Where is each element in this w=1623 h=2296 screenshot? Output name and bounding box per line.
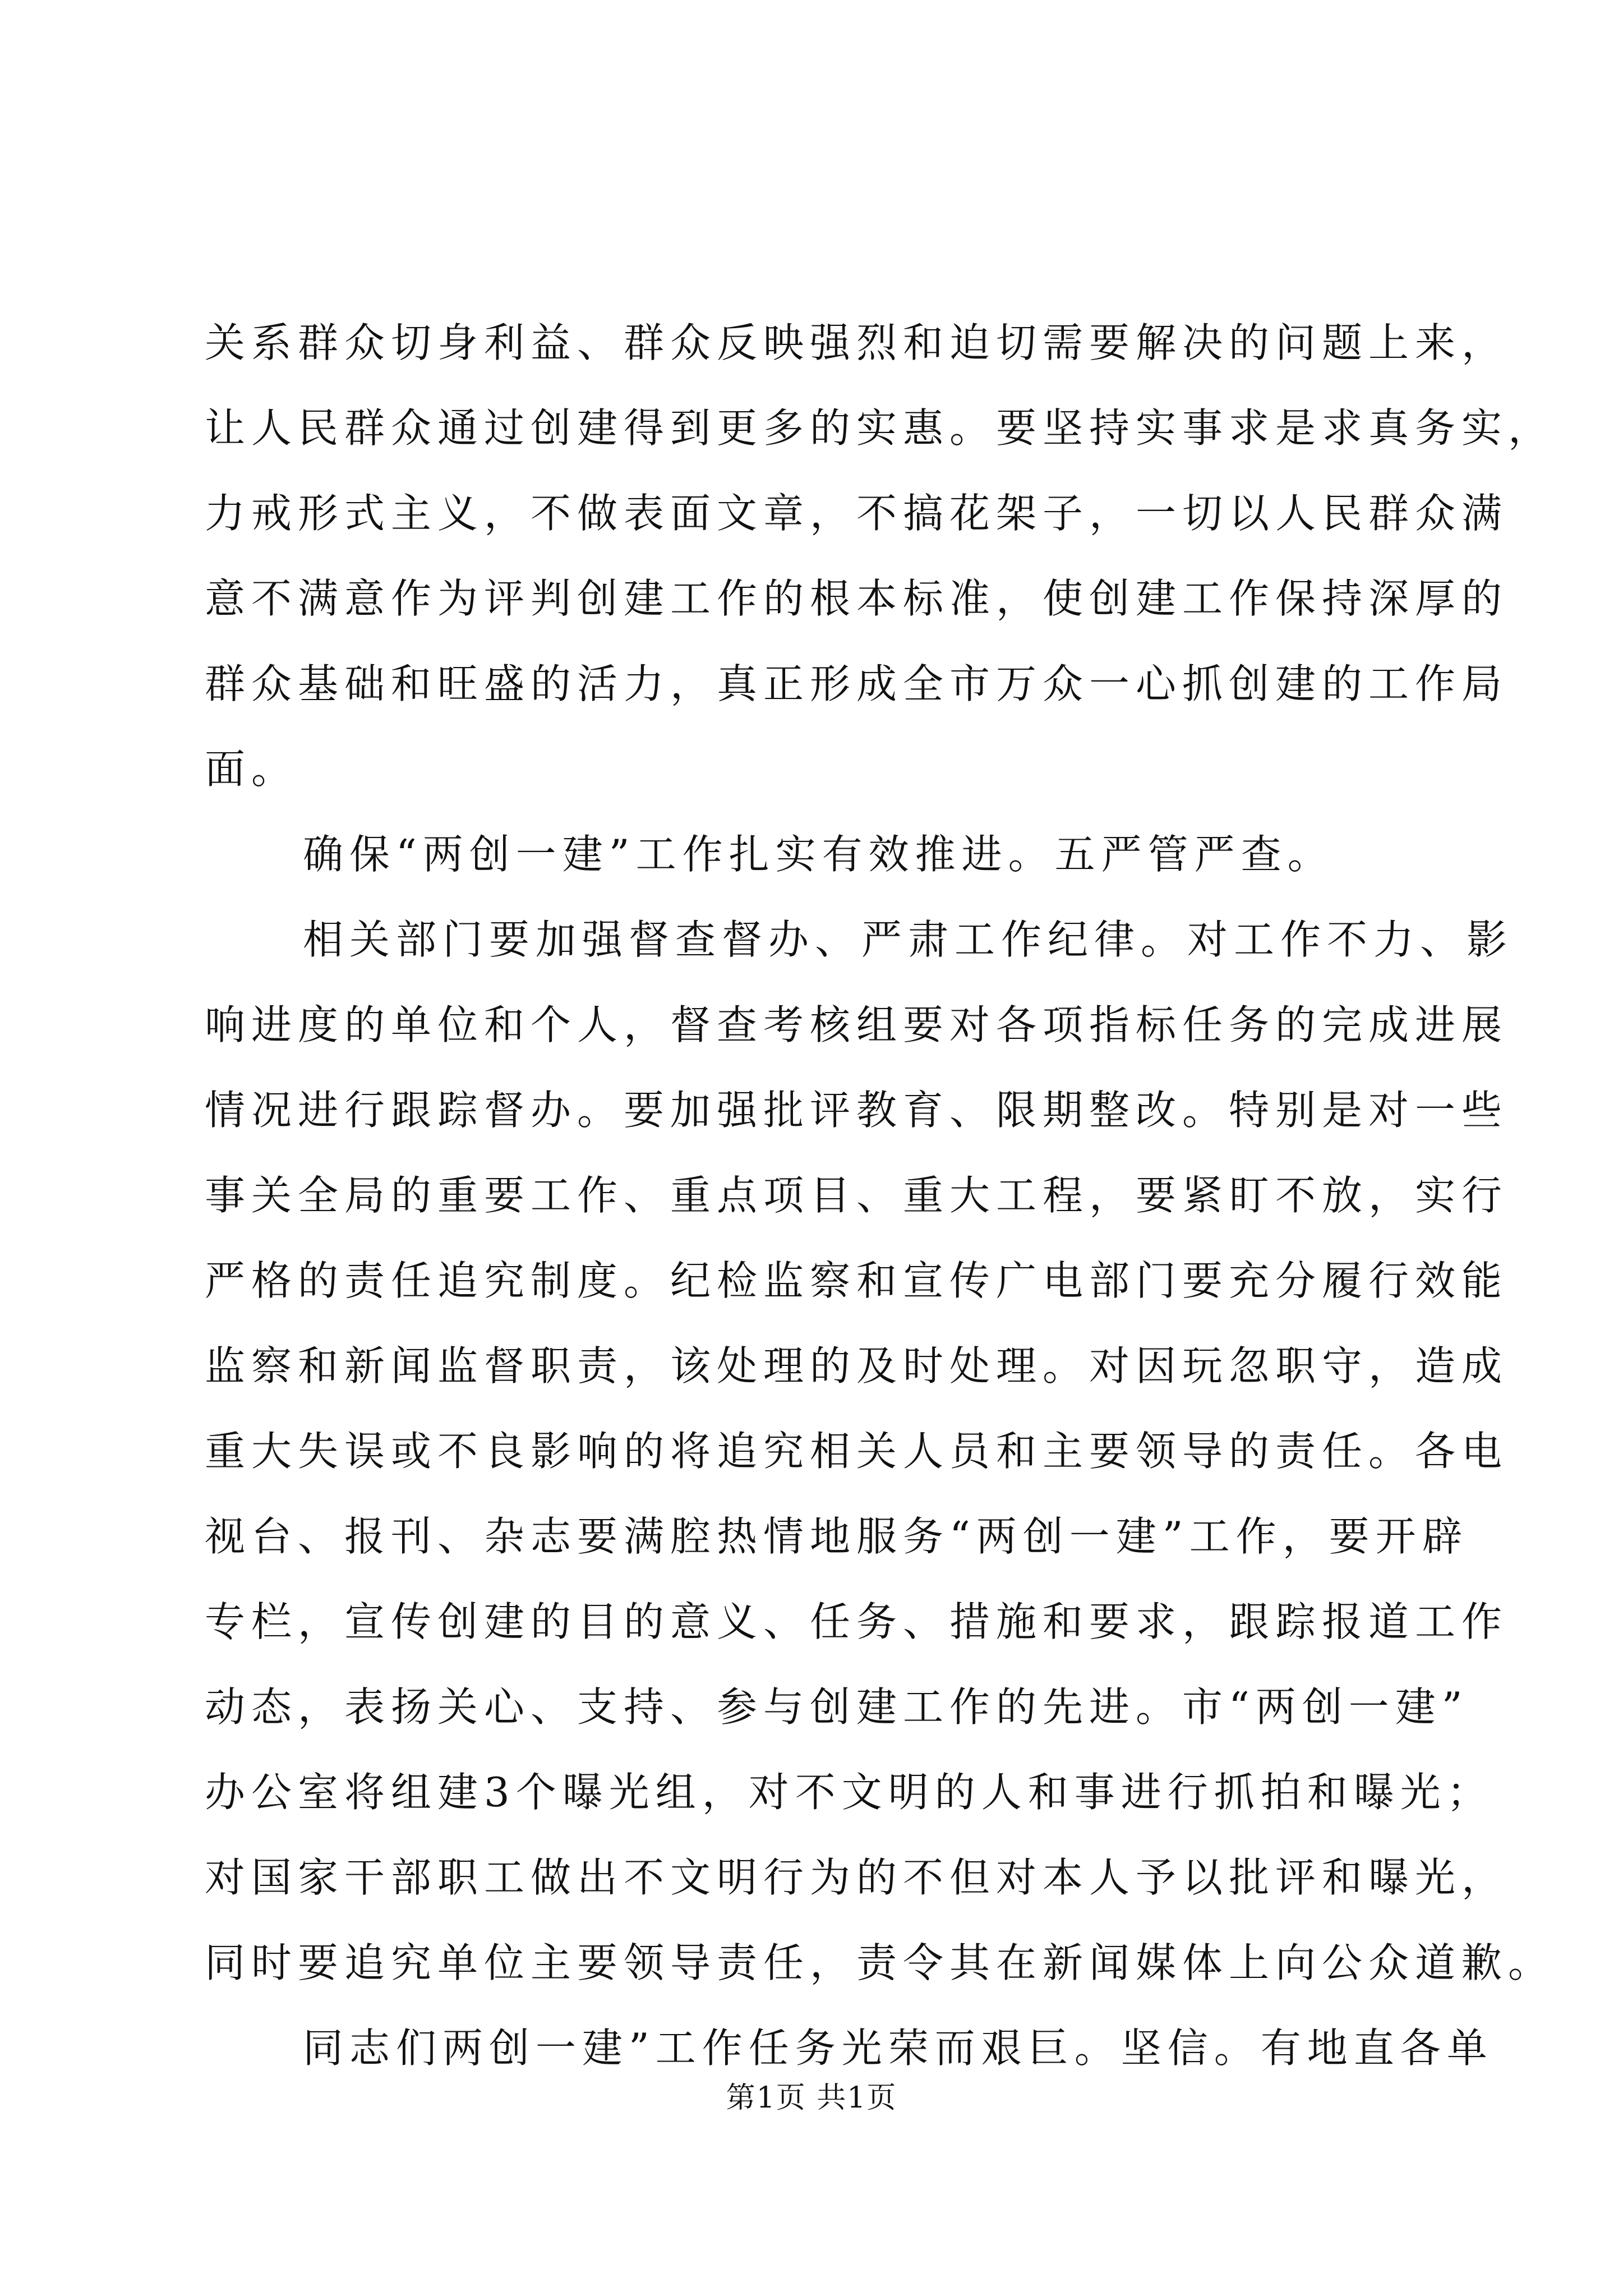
text-line: 力戒形式主义，不做表面文章，不搞花架子，一切以人民群众满 — [205, 490, 1509, 537]
page-footer — [0, 2078, 1623, 2118]
text-line: 响进度的单位和个人，督查考核组要对各项指标任务的完成进展 — [205, 1001, 1509, 1048]
text-line: 专栏，宣传创建的目的意义、任务、措施和要求，跟踪报道工作 — [205, 1598, 1509, 1645]
text-line: 事关全局的重要工作、重点项目、重大工程，要紧盯不放，实行 — [205, 1172, 1509, 1219]
text-line: 情况进行跟踪督办。要加强批评教育、限期整改。特别是对一些 — [205, 1087, 1509, 1134]
text-line: 严格的责任追究制度。纪检监察和宣传广电部门要充分履行效能 — [205, 1257, 1509, 1304]
document-body — [205, 300, 1555, 2091]
text-line: 视台、报刊、杂志要满腔热情地服务“两创一建”工作，要开辟 — [205, 1513, 1469, 1560]
text-line: 监察和新闻监督职责，该处理的及时处理。对因玩忽职守，造成 — [205, 1342, 1509, 1389]
text-line: 重大失误或不良影响的将追究相关人员和主要领导的责任。各电 — [205, 1428, 1509, 1475]
text-line: 动态，表扬关心、支持、参与创建工作的先进。市“两创一建” — [205, 1683, 1469, 1731]
paragraph-heading: 确保“两创一建”工作扎实有效推进。五严管严查。 — [303, 831, 1334, 878]
text-line: 群众基础和旺盛的活力，真正形成全市万众一心抓创建的工作局 — [205, 660, 1509, 707]
text-line: 面。 — [205, 746, 298, 793]
text-line: 相关部门要加强督查督办、严肃工作纪律。对工作不力、影 — [303, 916, 1514, 963]
page-number-label: 第1页 共1页 — [726, 2081, 897, 2115]
text-line: 对国家干部职工做出不文明行为的不但对本人予以批评和曝光， — [205, 1854, 1509, 1901]
text-line: 意不满意作为评判创建工作的根本标准，使创建工作保持深厚的 — [205, 575, 1509, 622]
text-line: 让人民群众通过创建得到更多的实惠。要坚持实事求是求真务实， — [205, 404, 1555, 452]
text-line: 同时要追究单位主要领导责任，责令其在新闻媒体上向公众道歉。 — [205, 1939, 1555, 1986]
text-line: 关系群众切身利益、群众反映强烈和迫切需要解决的问题上来， — [205, 319, 1509, 366]
text-line: 办公室将组建3个曝光组，对不文明的人和事进行抓拍和曝光； — [205, 1769, 1493, 1816]
text-line: 同志们两创一建”工作任务光荣而艰巨。坚信。有地直各单 — [303, 2024, 1493, 2072]
